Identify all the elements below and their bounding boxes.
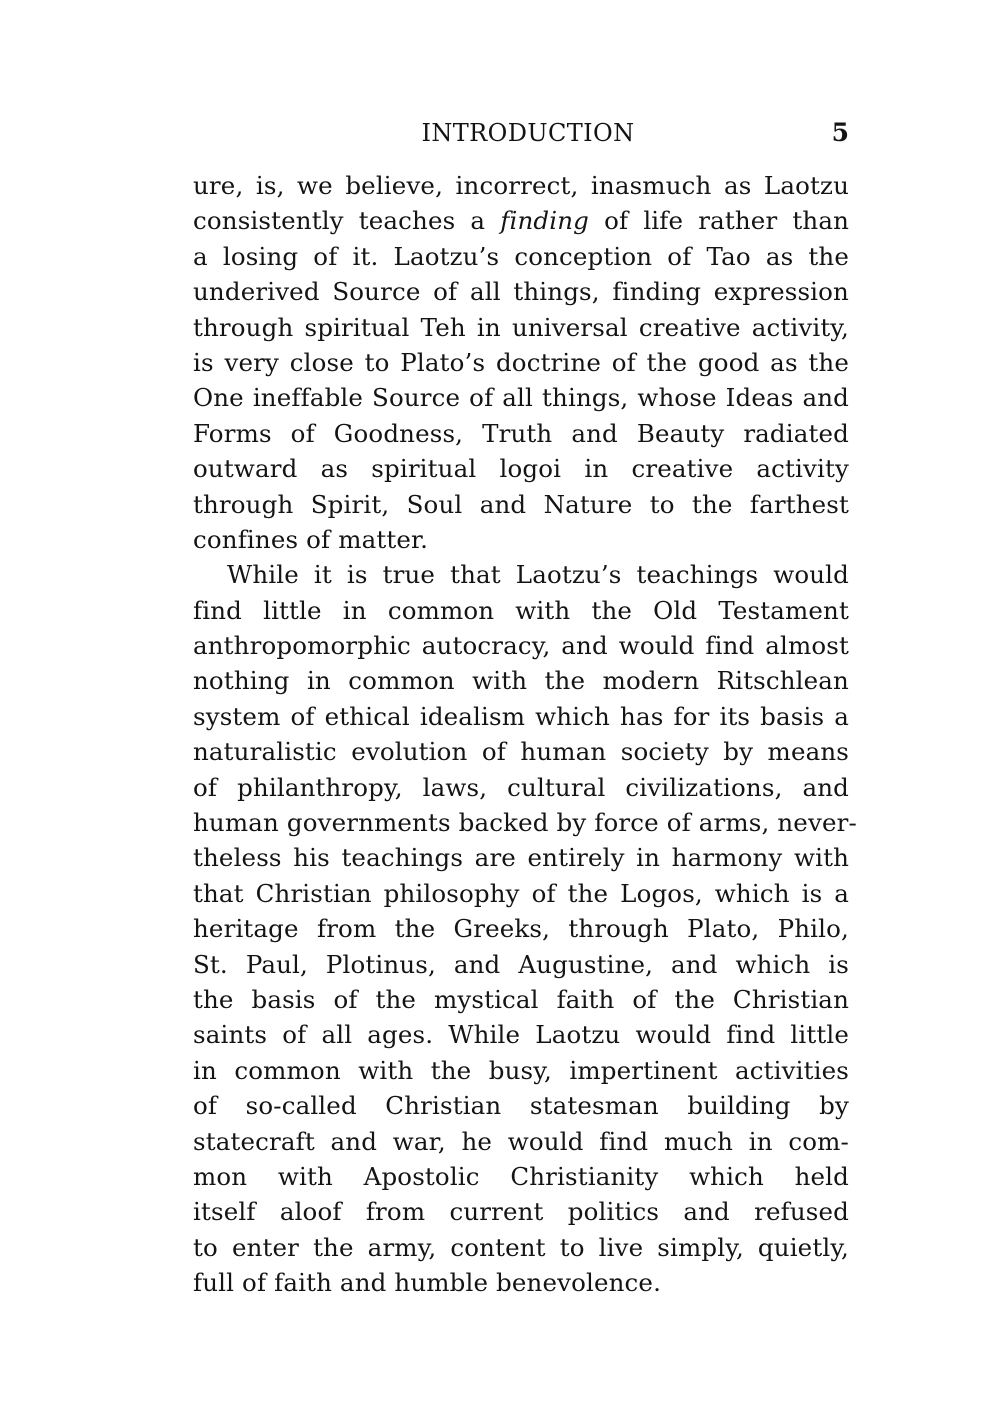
body-text [193,168,857,1301]
text-line: system of ethical idealism which has for its basis a [193,701,849,731]
text-line: naturalistic evolution of human society by means [193,737,849,767]
text-line: in common with the busy, impertinent activities [193,1055,849,1085]
text-line: human governments backed by force of arms, never- [193,808,857,838]
text-line: that Christian philosophy of the Logos, which is a [193,878,849,908]
text-line: statecraft and war, he would find much in com- [193,1126,849,1156]
text-line: to enter the army, content to live simply, quietly, [193,1232,849,1262]
paragraph-1 [193,168,849,557]
text-line: nothing in common with the modern Ritschlean [193,666,849,696]
text-line: itself aloof from current politics and refused [193,1197,849,1227]
text-line: full of faith and humble benevolence. [193,1268,662,1298]
text-line: St. Paul, Plotinus, and Augustine, and which is [193,949,849,979]
text-line: confines of matter. [193,524,429,554]
text-line: a losing of it. Laotzu’s conception of Tao as the [193,241,849,271]
text-line: underived Source of all things, finding expression [193,277,849,307]
text-line: While it is true that Laotzu’s teachings would [227,560,849,590]
text-line: anthropomorphic autocracy, and would find almost [193,631,849,661]
text-line: through spiritual Teh in universal creative activity, [193,312,849,342]
text-line: Forms of Goodness, Truth and Beauty radiated [193,418,849,448]
text-line: mon with Apostolic Christianity which held [193,1161,849,1191]
text-line: of so-called Christian statesman building by [193,1091,849,1121]
text-line: the basis of the mystical faith of the Christian [193,984,849,1014]
text-line: heritage from the Greeks, through Plato, Philo, [193,914,849,944]
text-line [193,203,849,238]
text-line: through Spirit, Soul and Nature to the farthest [193,489,849,519]
text-line: ure, is, we believe, incorrect, inasmuch as Laotzu [193,171,849,200]
text-run: consistently teaches a [193,206,501,236]
text-line: saints of all ages. While Laotzu would find little [193,1020,849,1050]
text-line: is very close to Plato’s doctrine of the good as the [193,347,849,377]
running-title: INTRODUCTION [421,119,635,147]
emphasis-finding: finding [500,206,590,236]
text-run: of life rather than [589,206,850,236]
running-head [193,116,849,150]
text-line: find little in common with the Old Testament [193,595,849,625]
text-line: One ineffable Source of all things, whose Ideas and [193,383,849,413]
text-line: theless his teachings are entirely in harmony with [193,843,849,873]
page-number: 5 [831,118,849,147]
text-line: outward as spiritual logoi in creative activity [193,454,849,484]
text-line: of philanthropy, laws, cultural civilizations, and [193,772,849,802]
paragraph-2 [193,557,857,1300]
